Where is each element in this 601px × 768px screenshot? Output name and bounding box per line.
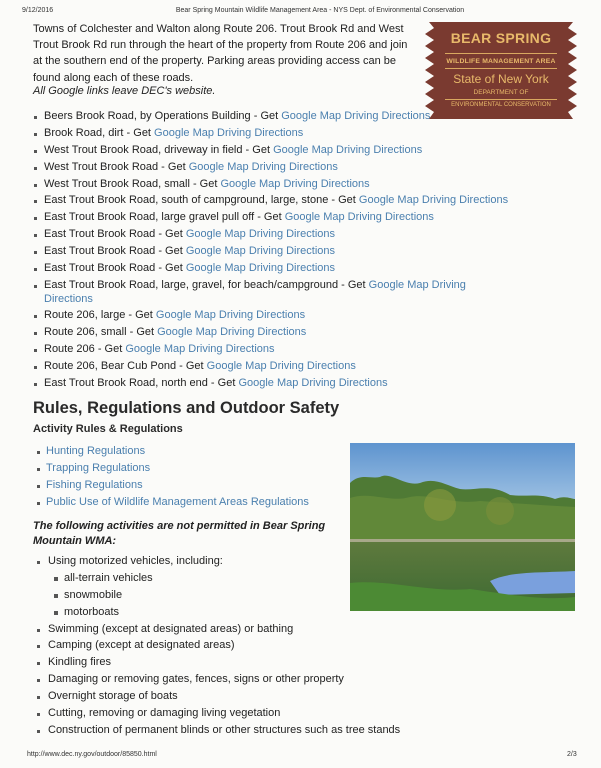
parking-item <box>33 161 513 175</box>
list-item: Overnight storage of boats <box>36 690 536 704</box>
parking-location: East Trout Brook Road - Get <box>44 228 186 241</box>
parking-location: East Trout Brook Road, south of campground, large, stone - Get <box>44 194 359 207</box>
fishing-regulations-link[interactable]: Fishing Regulations <box>46 478 143 491</box>
parking-item <box>33 377 513 391</box>
print-date: 9/12/2016 <box>22 7 54 14</box>
sign-divider <box>445 99 557 100</box>
sign-line-2: WILDLIFE MANAGEMENT AREA <box>446 58 556 65</box>
parking-item <box>33 194 513 208</box>
parking-item <box>33 326 513 340</box>
prohibited-item: Using motorized vehicles, including: <box>48 555 223 567</box>
google-map-directions-link[interactable]: Google Map Driving Directions <box>238 376 388 389</box>
sign-divider <box>445 53 557 54</box>
parking-location: West Trout Brook Road, driveway in field - Get <box>44 143 274 156</box>
google-map-directions-link[interactable]: Google Map Driving Directions <box>284 211 434 224</box>
intro-paragraph: Towns of Colchester and Walton along Route 206. Trout Brook Rd and West Trout Brook Rd run through the heart of the property from Route 206 and join at the southern end of the property. Parking areas providing access can be found along each of these roads. <box>33 23 408 84</box>
google-map-directions-link[interactable]: Google Map Driving Directions <box>44 278 466 305</box>
parking-location: West Trout Brook Road - Get <box>44 160 189 173</box>
sub-list-item: snowmobile <box>48 589 536 603</box>
hunting-regulations-link[interactable]: Hunting Regulations <box>46 445 146 457</box>
parking-list <box>33 110 513 394</box>
google-map-directions-link[interactable]: Google Map Driving Directions <box>220 177 370 190</box>
google-map-directions-link[interactable]: Google Map Driving Directions <box>188 160 338 173</box>
parking-location: East Trout Brook Road - Get <box>44 245 186 258</box>
page-number: 2/3 <box>567 751 577 758</box>
google-map-directions-link[interactable]: Google Map Driving Directions <box>157 326 307 339</box>
parking-location: East Trout Brook Road - Get <box>44 262 186 275</box>
bear-spring-sign-image <box>425 22 577 119</box>
prohibited-activities-notice: The following activities are not permitted in Bear Spring Mountain WMA: <box>33 520 326 547</box>
print-page-title: Bear Spring Mountain Wildlife Management Area - NYS Dept. of Environmental Conservation <box>175 7 465 14</box>
sub-list-item: all-terrain vehicles <box>48 572 536 586</box>
list-item <box>36 479 309 493</box>
pond-with-trees-photo <box>350 443 575 611</box>
rules-heading: Rules, Regulations and Outdoor Safety <box>33 399 340 417</box>
parking-location: Brook Road, dirt - Get <box>44 126 155 139</box>
google-map-directions-link[interactable]: Google Map Driving Directions <box>185 262 336 275</box>
trapping-regulations-link[interactable]: Trapping Regulations <box>46 461 151 474</box>
list-item <box>36 445 309 459</box>
parking-location: Beers Brook Road, by Operations Building - Get <box>44 110 282 122</box>
list-item <box>36 496 309 510</box>
activity-rules-subheading: Activity Rules & Regulations <box>33 423 183 435</box>
parking-item <box>33 262 513 276</box>
sign-divider <box>445 68 557 69</box>
google-map-directions-link[interactable]: Google Map Driving Directions <box>185 245 336 258</box>
list-item: Kindling fires <box>36 656 536 670</box>
parking-item <box>33 178 513 192</box>
list-item: Damaging or removing gates, fences, signs or other property <box>36 673 536 687</box>
parking-item <box>33 110 513 124</box>
parking-location: East Trout Brook Road, large gravel pull off - Get <box>44 211 285 224</box>
sign-line-5: ENVIRONMENTAL CONSERVATION <box>451 102 551 108</box>
parking-location: Route 206, small - Get <box>44 326 158 339</box>
parking-item <box>33 343 513 357</box>
google-map-directions-link[interactable]: Google Map Driving Directions <box>125 343 275 356</box>
google-links-note: All Google links leave DEC's website. <box>33 85 216 97</box>
parking-item <box>33 279 513 306</box>
parking-location: East Trout Brook Road, north end - Get <box>44 376 239 389</box>
sign-line-4: DEPARTMENT OF <box>473 89 529 96</box>
sign-line-3: State of New York <box>453 72 549 86</box>
photo-art <box>350 443 575 611</box>
list-item <box>36 462 309 476</box>
parking-item <box>33 245 513 259</box>
parking-location: Route 206, Bear Cub Pond - Get <box>44 360 207 373</box>
list-item: Construction of permanent blinds or other structures such as tree stands <box>36 724 536 738</box>
google-map-directions-link[interactable]: Google Map Driving Directions <box>273 143 423 156</box>
list-item: Swimming (except at designated areas) or bathing <box>36 623 536 637</box>
google-map-directions-link[interactable]: Google Map Driving Directions <box>154 126 304 139</box>
wma-public-use-regulations-link[interactable]: Public Use of Wildlife Management Areas Regulations <box>46 495 309 508</box>
google-map-directions-link[interactable]: Google Map Driving Directions <box>155 309 306 322</box>
list-item: Cutting, removing or damaging living vegetation <box>36 707 536 721</box>
google-map-directions-link[interactable]: Google Map Driving Directions <box>358 194 509 207</box>
parking-item <box>33 360 513 374</box>
parking-item <box>33 309 513 323</box>
google-map-directions-link[interactable]: Google Map Driving Directions <box>185 228 336 241</box>
parking-item <box>33 211 513 225</box>
parking-item <box>33 144 513 158</box>
parking-location: Route 206, large - Get <box>44 309 156 322</box>
parking-item <box>33 228 513 242</box>
list-item: Camping (except at designated areas) <box>36 639 536 653</box>
parking-location: East Trout Brook Road, large, gravel, for beach/campground - Get <box>44 278 369 291</box>
google-map-directions-link[interactable]: Google Map Driving Directions <box>281 110 431 122</box>
page-url: http://www.dec.ny.gov/outdoor/85850.html <box>27 751 157 758</box>
parking-item <box>33 127 513 141</box>
parking-location: West Trout Brook Road, small - Get <box>44 177 221 190</box>
parking-location: Route 206 - Get <box>44 343 126 356</box>
regulation-links-list <box>36 445 309 513</box>
sub-list-item: motorboats <box>48 606 536 620</box>
google-map-directions-link[interactable]: Google Map Driving Directions <box>206 360 356 373</box>
sign-line-1: BEAR SPRING <box>450 30 552 46</box>
